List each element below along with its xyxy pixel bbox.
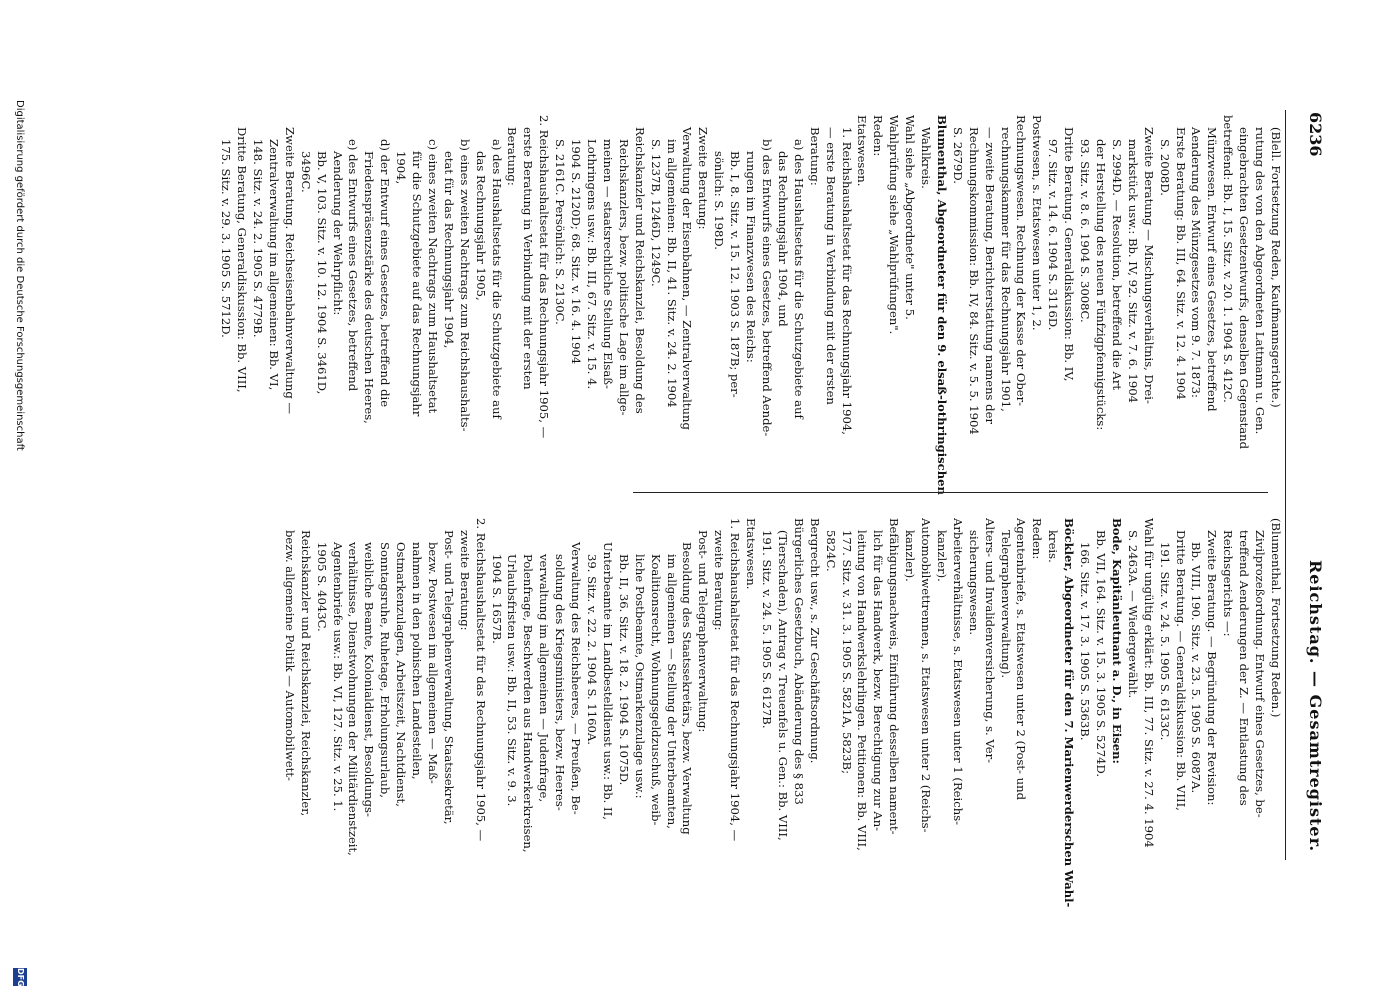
- left-column-line: 148. Sitz. v. 24. 2. 1905 S. 4779B.: [251, 139, 265, 338]
- left-column-line: für die Schutzgebiete auf das Rechnungsjahr: [410, 151, 425, 417]
- left-column-line: b) des Entwurfs eines Gesetzes, betreffend Aende-: [760, 139, 774, 437]
- left-column-line: Etatswesen.: [855, 115, 870, 187]
- left-column-line: Postwesen, s. Etatswesen unter 1, 2.: [1030, 115, 1045, 331]
- right-column-line: Ostmarkenzulagen, Arbeitszeit, Nachtdienst,: [394, 542, 409, 807]
- left-column-line: erste Beratung in Verbindung mit der ersten: [521, 127, 536, 390]
- right-column-line: Unterbeamte im Landbestelldienst usw.: Bb. II,: [600, 542, 615, 820]
- left-column-line: 1. Reichshaushaltsetat für das Rechnungsjahr 1904,: [839, 127, 854, 435]
- right-column-line: Agentenbriefe usw.: Bb. VI, 127. Sitz. v. 25. 1.: [330, 542, 345, 812]
- header-rule: [1285, 110, 1286, 860]
- right-column-line: 177. Sitz. v. 31. 3. 1905 S. 5821A, 5823B;: [839, 530, 854, 774]
- right-column-line: Automobilwettrennen, s. Etatswesen unter 2 (Reichs-: [919, 518, 934, 833]
- left-column-line: Zweite Beratung. Reichseisenbahnverwaltung —: [282, 127, 297, 415]
- left-column-line: a) des Haushaltsetats für die Schutzgebiete auf: [791, 139, 806, 419]
- right-column-line: Bode, Kapitänleutnant a. D., in Eisen:: [1109, 518, 1124, 764]
- right-column-line: (Blumenthal. Fortsetzung Reden.): [1269, 518, 1283, 718]
- right-column-line: Reichsgerichts —:: [1221, 530, 1236, 637]
- left-column-line: Wahlprüfung siehe „Wahlprüfungen".: [887, 115, 902, 335]
- left-column-line: 2. Reichshaushaltsetat für das Rechnungsjahr 1905, —: [537, 115, 552, 439]
- right-column-line: weibliche Beamte, Kolonialdienst, Besoldungs-: [362, 542, 377, 817]
- right-column-line: Bergrecht usw., s. Zur Geschäftsordnung.: [807, 518, 822, 764]
- right-column-line: Wahl für ungültig erklärt: Bb. III, 77. Sitz. v. 27. 4. 1904: [1141, 518, 1156, 848]
- left-column-line: 3496C.: [298, 151, 313, 193]
- right-column-line: 166. Sitz. v. 17. 3. 1905 S. 5363B.: [1078, 542, 1093, 741]
- left-column-line: 1904 S. 2120D; 68. Sitz. v. 16. 4. 1904: [569, 139, 584, 365]
- right-column-line: Reden:: [1030, 518, 1045, 560]
- right-column-line: nahmen in den polnischen Landesteilen,: [410, 542, 425, 780]
- left-column-line: c) eines zweiten Nachtrags zum Haushaltsetat: [425, 139, 440, 414]
- right-column-line: Verwaltung des Reichsheeres, — Preußen, Be-: [569, 542, 584, 815]
- right-column-line: bezw. Postwesen im allgemeinen — Maß-: [425, 542, 440, 784]
- left-column-line: — zweite Beratung, Berichterstattung namens der: [982, 127, 997, 424]
- left-column-line: Zweite Beratung:: [696, 127, 711, 230]
- right-column-line: Post- und Telegraphenverwaltung:: [696, 530, 711, 733]
- left-column-line: Rechnungswesen. Rechnung der Kasse der Ober-: [1014, 115, 1029, 407]
- left-column-line: S. 2679D.: [950, 127, 965, 184]
- right-column-line: 191. Sitz. v. 24. 5. 1905 S. 6133C.: [1157, 542, 1172, 741]
- left-column-line: S. 2994D. — Resolution, betreffend die Art: [1109, 139, 1124, 391]
- right-column-line: Bb. VIII, 190. Sitz. v. 23. 5. 1905 S. 6087A.: [1189, 542, 1204, 794]
- left-column-line: markstück usw.: Bb. IV, 92. Sitz. v. 7. 6. 1904: [1125, 139, 1140, 404]
- left-column-line: 97. Sitz. v. 14. 6. 1904 S. 3116D.: [1046, 139, 1061, 331]
- left-column-line: e) des Entwurfs eines Gesetzes, betreffend: [346, 139, 361, 392]
- right-column-line: verhältnisse, Dienstwohnungen der Militärdienstzeit,: [346, 542, 361, 856]
- left-column-line: Aenderung der Wehrpflicht:: [330, 151, 345, 316]
- left-column-line: 93. Sitz. v. 8. 6. 1904 S. 3008C.: [1078, 139, 1093, 323]
- right-column-line: S. 2463A. — Wiedergewählt.: [1125, 530, 1140, 699]
- right-column-line: Bb. VII, 164. Sitz. v. 15. 3. 1905 S. 5274D.: [1094, 530, 1109, 778]
- left-column-line: Wahl siehe „Abgeordnete" unter 5.: [903, 115, 918, 320]
- right-column-line: leitung von Handwerkslehrlingen. Petitionen: Bb. VIII,: [855, 530, 870, 851]
- left-column-line: S. 1237B, 1246D, 1249C.: [648, 139, 663, 287]
- right-column-line: 39. Sitz. v. 22. 2. 1904 S. 1160A.: [585, 554, 600, 745]
- left-column-line: eingebrachten Gesetzentwurfs, denselben Gegenstand: [1237, 127, 1252, 450]
- left-column-line: Münzwesen. Entwurf eines Gesetzes, betreffend: [1205, 127, 1220, 412]
- right-column-line: 1904 S. 1657B.: [489, 554, 504, 644]
- left-column-line: rechnungskammer für das Rechnungsjahr 1901,: [998, 127, 1013, 412]
- right-column-line: Böckler, Abgeordneter für den 7. Marienwerderschen Wahl-: [1062, 518, 1077, 908]
- left-column-line: 1904,: [394, 151, 409, 185]
- left-column-line: b) eines zweiten Nachtrags zum Reichshaushalts-: [457, 139, 472, 432]
- right-column-line: verwaltung im allgemeinen — Judenfrage,: [537, 554, 552, 803]
- left-column-line: betreffend: Bb. I, 15. Sitz. v. 20. 1. 1904 S. 412C.: [1221, 115, 1236, 403]
- right-column-line: Telegraphenverwaltung).: [998, 530, 1013, 679]
- left-column-line: — erste Beratung in Verbindung mit der ersten: [823, 127, 838, 405]
- right-column-line: 2. Reichshaushaltsetat für das Rechnungsjahr 1905, —: [473, 518, 488, 842]
- left-column-line: der Herstellung des neuen Fünfzigpfennigstücks:: [1094, 139, 1109, 431]
- left-column-line: Dritte Beratung, Generaldiskussion: Bb. VIII,: [235, 127, 250, 393]
- right-column-line: Etatswesen.: [744, 518, 759, 590]
- right-column-line: kanzler).: [934, 530, 949, 582]
- right-column-line: im allgemeinen — Stellung der Unterbeamten,: [664, 554, 679, 829]
- left-column-line: Wahlkreis.: [919, 127, 934, 189]
- left-column-line: Dritte Beratung. Generaldiskussion: Bb. IV,: [1062, 127, 1077, 382]
- left-column-line: Beratung:: [807, 127, 822, 186]
- right-column-line: Urlaubsfristen usw.: Bb. II, 53. Sitz. v. 9. 3.: [505, 554, 520, 807]
- right-column-line: Polenfrage, Beschwerden aus Handwerkerkreisen,: [521, 554, 536, 853]
- left-column-line: Rechnungskommission: Bb. IV, 84. Sitz. v. 5. 5. 1904: [966, 127, 981, 435]
- column-right: [281, 518, 1283, 940]
- left-column-line: sönlich: S. 198D.: [712, 151, 727, 250]
- left-column-line: das Rechnungsjahr 1905,: [473, 151, 488, 301]
- left-column-line: S. 2161C. Persönlich: S. 2130C.: [553, 139, 568, 325]
- left-column-line: Reichskanzler und Reichskanzlei, Besoldung des: [632, 127, 647, 414]
- right-column-line: sicherungswesen.: [966, 530, 981, 636]
- left-column-line: das Rechnungsjahr 1904, und: [775, 151, 790, 327]
- left-column-line: Blumenthal, Abgeordneter für den 9. elsaß-lothringischen: [934, 115, 949, 495]
- left-column-line: Friedenspräsenzstärke des deutschen Heeres,: [362, 151, 377, 424]
- right-column-line: Reichskanzler und Reichskanzlei, Reichskanzler,: [298, 530, 313, 817]
- left-column-line: S. 2008D.: [1157, 139, 1172, 196]
- right-column-line: Besoldung des Staatssekretärs, bezw. Verwaltung: [680, 542, 695, 835]
- left-column-line: Aenderung des Münzgesetzes vom 9. 7. 1873:: [1189, 127, 1204, 398]
- right-column-line: Alters- und Invalidenversicherung, s. Ver-: [982, 518, 997, 764]
- right-column-line: lich für das Handwerk, bezw. Berechtigung zur An-: [871, 530, 886, 832]
- right-column-line: 1905 S. 4043C.: [314, 542, 329, 632]
- right-column-line: Koalitionsrecht, Wohnungsgeldzuschuß, weib-: [648, 554, 663, 826]
- right-column-line: 191. Sitz. v. 24. 5. 1905 S. 6127B.: [760, 530, 774, 729]
- right-column-line: Bb. II, 36. Sitz. v. 18. 2. 1904 S. 1075D.: [616, 554, 631, 786]
- left-column-line: Reichskanzlers, bezw. politische Lage im allge-: [616, 139, 631, 416]
- right-column-line: zweite Beratung:: [457, 530, 472, 631]
- right-column-line: Bürgerliches Gesetzbuch, Abänderung des § 833: [791, 518, 806, 805]
- left-column-line: Bb. I, 8. Sitz. v. 15. 12. 1903 S. 187B; per-: [728, 151, 743, 398]
- right-column-line: Post- und Telegraphenverwaltung, Staatssekretär,: [441, 530, 456, 825]
- left-column-line: Lothringens usw.: Bb. III, 67. Sitz. v. 15. 4.: [585, 139, 600, 390]
- left-column-line: Bb. V, 103. Sitz. v. 10. 12. 1904 S. 3461D,: [314, 151, 329, 395]
- left-column-line: d) der Entwurf eines Gesetzes, betreffend die: [378, 139, 393, 408]
- column-left: [217, 115, 1283, 537]
- right-column-line: Dritte Beratung. — Generaldiskussion: Bb. VIII,: [1173, 530, 1188, 811]
- left-column-line: rungen im Finanzwesen des Reichs:: [744, 151, 759, 363]
- right-column-line: soldung des Kriegsministers, bezw. Heeres-: [553, 554, 568, 811]
- right-column-line: bezw. allgemeine Politik — Automobilwett-: [282, 530, 297, 781]
- left-column-line: (Blell. Fortsetzung Reden, Kaufmannsgerichte.): [1269, 127, 1283, 408]
- left-column-line: meinen — staatsrechtliche Stellung Elsaß-: [600, 139, 615, 389]
- left-column-line: 175. Sitz. v. 29. 3. 1905 S. 5712D.: [219, 139, 234, 338]
- right-column-line: 5824C.: [823, 530, 838, 572]
- left-column-line: im allgemeinen: Bb. II, 41. Sitz. v. 24. 2. 1904: [664, 139, 679, 408]
- left-column-line: Beratung:: [505, 127, 520, 186]
- left-column-line: a) des Haushaltsetats für die Schutzgebiete auf: [489, 139, 504, 419]
- left-column-line: Zweite Beratung — Mischungsverhältnis, Drei-: [1141, 127, 1156, 404]
- right-column-line: 1. Reichshaushaltsetat für das Rechnungsjahr 1904, —: [728, 518, 743, 842]
- right-column-line: (Tierschaden), Antrag v. Treuenfels u. Gen.: Bb. VIII,: [775, 530, 790, 841]
- right-column-line: Agentenbriefe, s. Etatswesen unter 2 (Post- und: [1014, 518, 1029, 801]
- digitization-footer: Digitalisierung gefördert durch die Deutsche Forschungsgemeinschaft: [14, 100, 25, 451]
- dfg-logo: DFG: [13, 968, 27, 986]
- left-column-line: etat für das Rechnungsjahr 1904,: [441, 151, 456, 349]
- right-column-line: treffend Aenderungen der Z. — Entlastung des: [1237, 530, 1252, 806]
- right-column-line: kanzler).: [903, 530, 918, 582]
- right-column-line: Arbeiterverhältnisse, s. Etatswesen unter 1 (Reichs-: [950, 518, 965, 826]
- left-column-line: Zentralverwaltung im allgemeinen: Bb. VI,: [266, 139, 281, 391]
- right-column-line: Befähigungsnachweis, Einführung desselben nament-: [887, 518, 902, 835]
- left-column-line: rutung des von den Abgeordneten Lattmann u. Gen.: [1253, 127, 1268, 435]
- left-column-line: Verwaltung der Eisenbahnen, — Zentralverwaltung: [680, 127, 695, 430]
- right-column-line: kreis.: [1046, 530, 1061, 563]
- left-column-line: Reden:: [871, 115, 886, 157]
- right-column-line: Sonntagsruhe, Ruhetage, Erholungsurlaub,: [378, 542, 393, 798]
- right-column-line: zweite Beratung:: [712, 530, 727, 631]
- left-column-line: Erste Beratung: Bb. III, 64. Sitz. v. 12. 4. 1904: [1173, 127, 1188, 400]
- running-head: Reichstag. — Gesamtregister.: [1306, 560, 1325, 853]
- right-column-line: liche Postbeamte, Ostmarkenzulage usw.:: [632, 554, 647, 799]
- column-divider: [633, 492, 1268, 493]
- right-column-line: Zivilprozeßordnung. Entwurf eines Gesetzes, be-: [1253, 530, 1268, 818]
- page-number: 6236: [1306, 112, 1325, 157]
- right-column-line: Zweite Beratung. — Begründung der Revision:: [1205, 530, 1220, 806]
